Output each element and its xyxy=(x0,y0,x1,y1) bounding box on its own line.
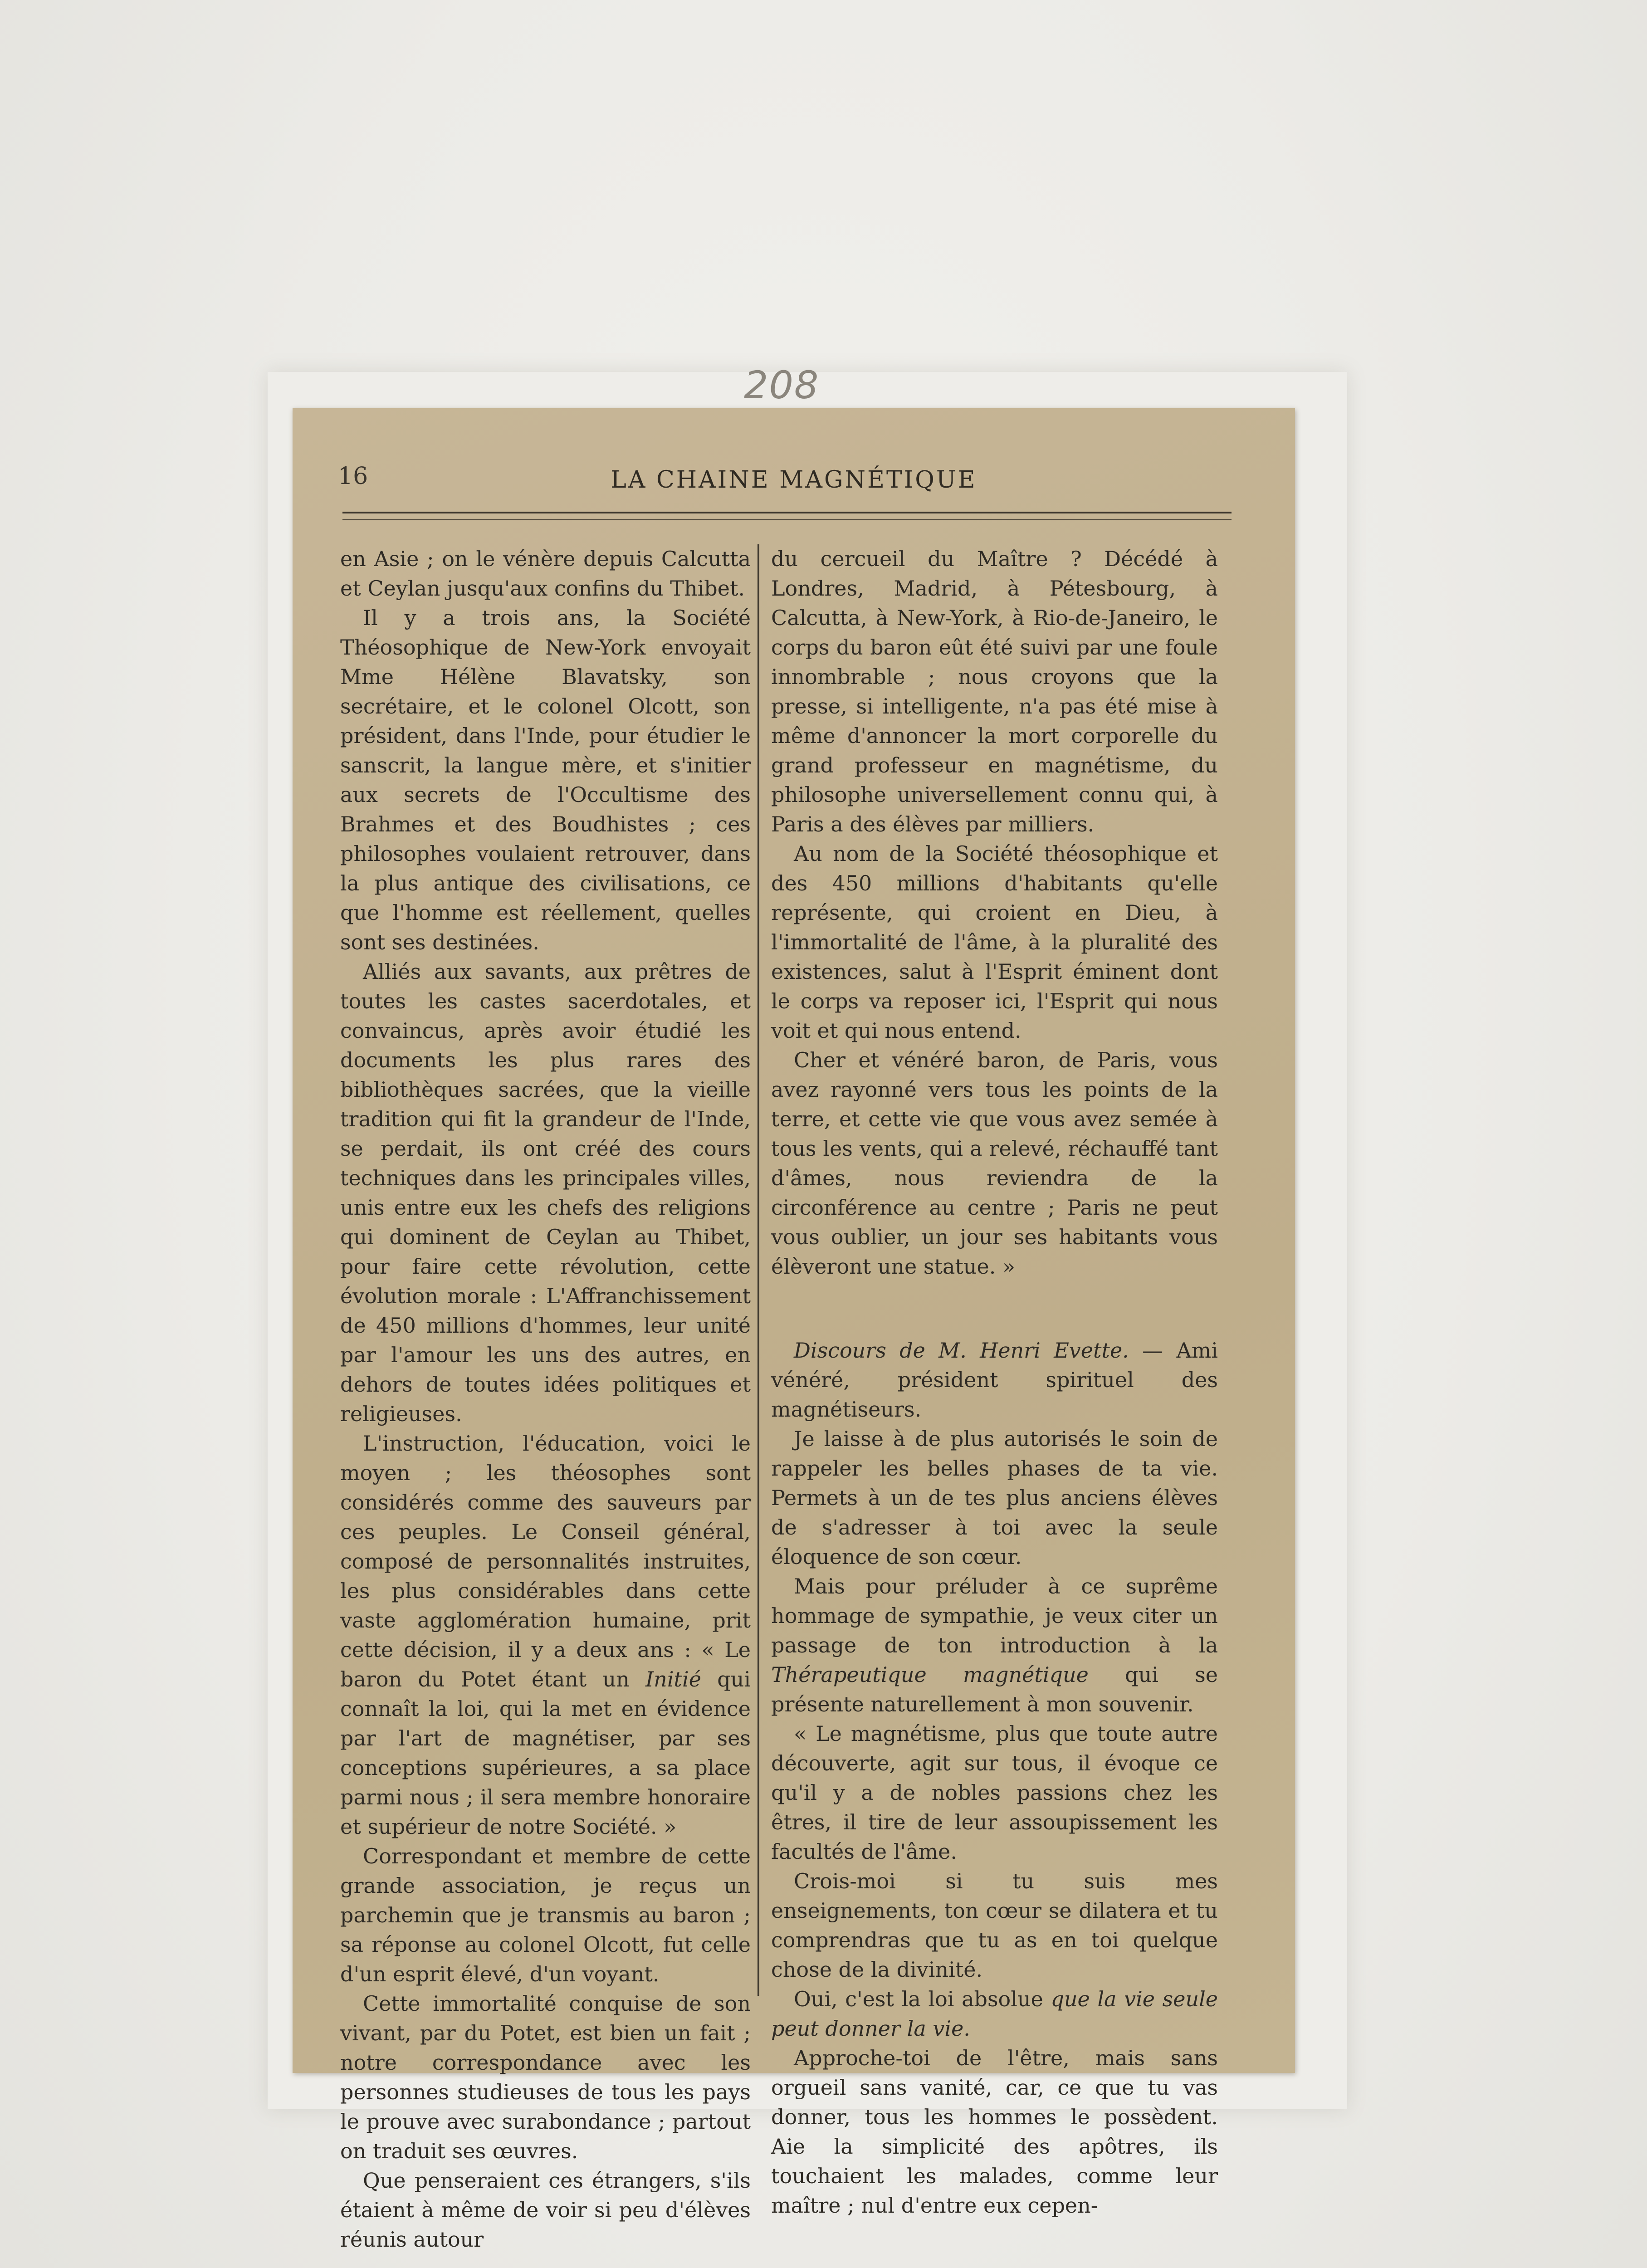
paragraph: Alliés aux savants, aux prêtres de toutes les castes sacerdotales, et convaincus, après avoir étudié les documents les plus rares des bibliothèques sacrées, que la vieille tradition qui fit la grandeur de l'Inde, se perdait, ils ont créé des cours techniques dans les principales villes, unis entre eux les chefs des religions qui dominent de Ceylan au Thibet, pour faire cette révolution, cette évolution morale : L'Affranchissement de 450 millions d'hommes, leur unité par l'amour les uns des autres, en dehors de toutes idées politiques et religieuses. xyxy=(340,959,751,1426)
newspaper-clipping xyxy=(293,408,1295,2252)
paragraph: Que penseraient ces étrangers, s'ils étaient à même de voir si peu d'élèves réunis autour xyxy=(340,2168,751,2252)
paragraph: Oui, c'est la loi absolue que la vie seule peut donner la vie. xyxy=(771,1987,1218,2041)
paragraph: Crois-moi si tu suis mes enseignements, ton cœur se dilatera et tu comprendras que tu as en toi quelque chose de la divinité. xyxy=(771,1869,1218,1982)
speech-heading: Discours de M. Henri Evette. — Ami vénéré, président spirituel des magnétiseurs. xyxy=(771,1338,1218,1422)
paragraph: en Asie ; on le vénère depuis Calcutta et Ceylan jusqu'aux confins du Thibet. xyxy=(340,547,751,601)
header-rule-thick xyxy=(342,512,1232,513)
paragraph: Il y a trois ans, la Société Théosophique de New-York envoyait Mme Hélène Blavatsky, son secrétaire, et le colonel Olcott, son président, dans l'Inde, pour étudier le sanscrit, la langue mère, et s'initier aux secrets de l'Occultisme des Brahmes et des Boudhistes ; ces philosophes voulaient retrouver, dans la plus antique des civilisations, ce que l'homme est réellement, quelles sont ses destinées. xyxy=(340,606,751,954)
journal-title: LA CHAINE MAGNÉTIQUE xyxy=(611,466,977,494)
paragraph: Approche-toi de l'être, mais sans orgueil sans vanité, car, ce que tu vas donner, tous les hommes le possèdent. Aie la simplicité des apôtres, ils touchaient les malades, comme leur maître ; nul d'entre eux cepen- xyxy=(771,2046,1218,2218)
left-column xyxy=(340,544,751,2254)
paragraph: Cette immortalité conquise de son vivant, par du Potet, est bien un fait ; notre correspondance avec les personnes studieuses de tous les pays le prouve avec surabondance ; partout on traduit ses œuvres. xyxy=(340,1991,751,2163)
paragraph: Je laisse à de plus autorisés le soin de rappeler les belles phases de ta vie. Permets à un de tes plus anciens élèves de s'adresser à toi avec la seule éloquence de son cœur. xyxy=(771,1427,1218,1569)
header-rule-thin xyxy=(342,519,1232,520)
italic-word: Initié xyxy=(645,1667,701,1691)
right-column xyxy=(771,544,1218,2220)
paragraph: Au nom de la Société théosophique et des 450 millions d'habitants qu'elle représente, qui croient en Dieu, à l'immortalité de l'âme, à la pluralité des existences, salut à l'Esprit éminent dont le corps va reposer ici, l'Esprit qui nous voit et qui nous entend. xyxy=(771,841,1218,1043)
paragraph: L'instruction, l'éducation, voici le moyen ; les théosophes sont considérés comme des sauveurs par ces peuples. Le Conseil général, composé de personnalités instruites, les plus considérables dans cette vaste agglomération humaine, prit cette décision, il y a deux ans : « Le baron du Potet étant un Initié qui connaît la loi, qui la met en évidence par l'art de magnétiser, par ses conceptions supérieures, a sa place parmi nous ; il sera membre honoraire et supérieur de notre Société. » xyxy=(340,1431,751,1839)
column-divider xyxy=(758,544,759,1996)
paragraph: Cher et vénéré baron, de Paris, vous avez rayonné vers tous les points de la terre, et cette vie que vous avez semée à tous les vents, qui a relevé, réchauffé tant d'âmes, nous reviendra de la circonférence au centre ; Paris ne peut vous oublier, un jour ses habitants vous élèveront une statue. » xyxy=(771,1048,1218,1279)
paragraph: du cercueil du Maître ? Décédé à Londres, Madrid, à Pétesbourg, à Calcutta, à New-York, à Rio-de-Janeiro, le corps du baron eût été suivi par une foule innombrable ; nous croyons que la presse, si intelligente, n'a pas été mise à même d'annoncer la mort corporelle du grand professeur en magnétisme, du philosophe universellement connu qui, à Paris a des élèves par milliers. xyxy=(771,547,1218,836)
page-number: 16 xyxy=(338,463,368,490)
paragraph: « Le magnétisme, plus que toute autre découverte, agit sur tous, il évoque ce qu'il y a de nobles passions chez les êtres, il tire de leur assoupissement les facultés de l'âme. xyxy=(771,1721,1218,1864)
paragraph: Mais pour préluder à ce suprême hommage de sympathie, je veux citer un passage de ton introduction à la Thérapeutique magnétique qui se présente naturellement à mon souvenir. xyxy=(771,1574,1218,1716)
pencil-page-note: 208 xyxy=(744,363,820,407)
paragraph: Correspondant et membre de cette grande association, je reçus un parchemin que je transmis au baron ; sa réponse au colonel Olcott, fut celle d'un esprit élevé, d'un voyant. xyxy=(340,1844,751,1986)
